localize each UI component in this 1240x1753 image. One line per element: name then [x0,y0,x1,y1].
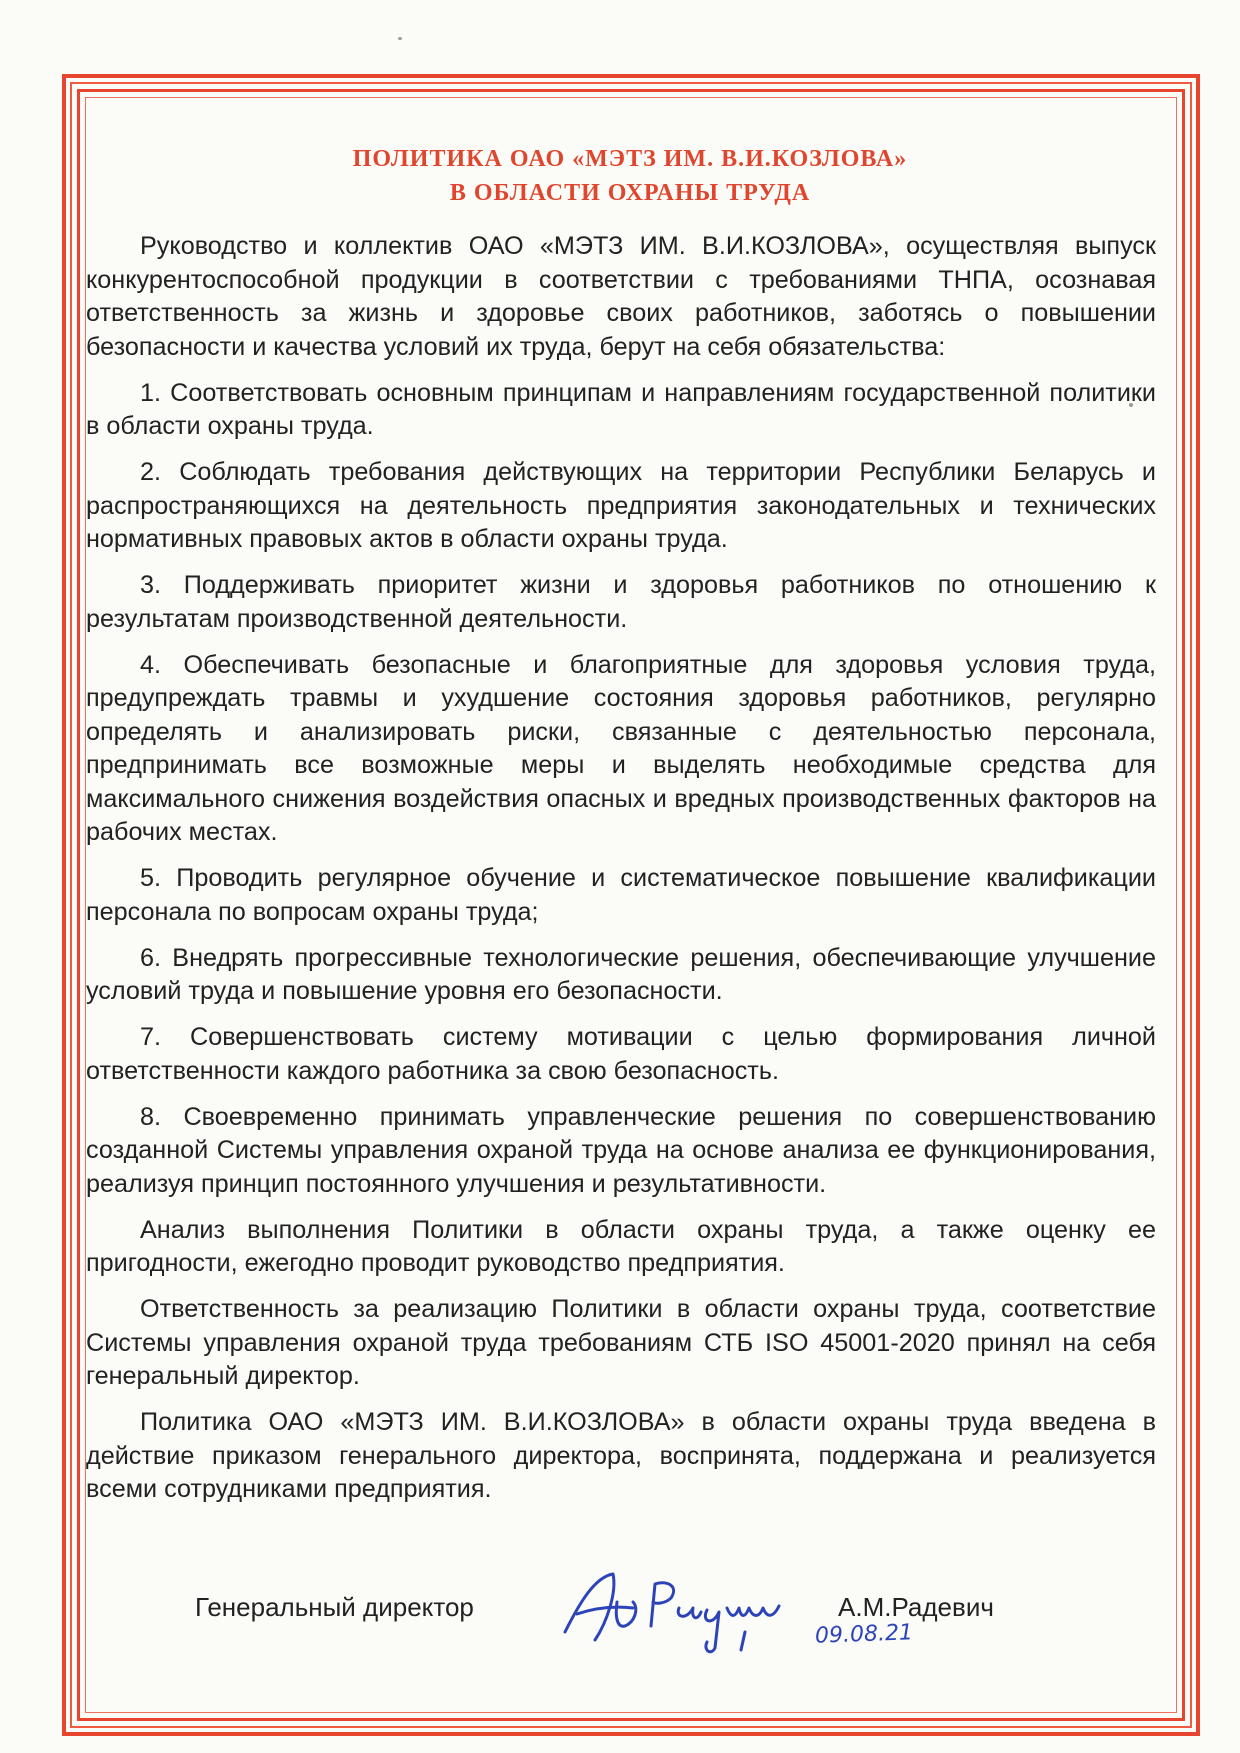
handwritten-signature [555,1562,825,1662]
commitment-item-7: 7. Совершенствовать систему мотивации с целью формирования личной ответственности каждого работника за свою безопасность. [86,1023,1156,1085]
commitment-item-4: 4. Обеспечивать безопасные и благоприятные для здоровья условия труда, предупреждать травмы и ухудшение состояния здоровья работников, регулярно определять и анализировать риски, связанные с деятельностью персонала, предпринимать все возможные меры и выделять необходимые средства для максимального снижения воздействия опасных и вредных производственных факторов на рабочих местах. [86,650,1156,846]
responsibility-paragraph: Ответственность за реализацию Политики в области охраны труда, соответствие Системы управления охраной труда требованиям СТБ ISO 45001-2020 принял на себя генеральный директор. [86,1295,1156,1390]
document-title-line-2: В ОБЛАСТИ ОХРАНЫ ТРУДА [449,180,811,206]
commitment-item-2: 2. Соблюдать требования действующих на территории Республики Беларусь и распространяющихся на деятельность предприятия законодательных и технических нормативных правовых актов в области охраны труда. [86,458,1156,553]
intro-paragraph: Руководство и коллектив ОАО «МЭТЗ ИМ. В.И.КОЗЛОВА», осуществляя выпуск конкурентоспособной продукции в соответствии с требованиями ТНПА, осознавая ответственность за жизнь и здоровье своих работников, заботясь о повышении безопасности и качества условий их труда, берут на себя обязательства: [86,232,1156,361]
signature-block [0,1580,1240,1690]
document-body [86,230,1156,1519]
enactment-paragraph: Политика ОАО «МЭТЗ ИМ. В.И.КОЗЛОВА» в области охраны труда введена в действие приказом генерального директора, воспринята, поддержана и реализуется всеми сотрудниками предприятия. [86,1408,1156,1503]
commitment-item-1: 1. Соответствовать основным принципам и направлениям государственной политики в области охраны труда. [86,378,1156,440]
commitment-item-5: 5. Проводить регулярное обучение и систематическое повышение квалификации персонала по вопросам охраны труда; [86,864,1156,926]
commitment-item-3: 3. Поддерживать приоритет жизни и здоровья работников по отношению к результатам производственной деятельности. [86,571,1156,633]
scan-speck [398,37,402,40]
commitment-item-6: 6. Внедрять прогрессивные технологические решения, обеспечивающие улучшение условий труда и повышение уровня его безопасности. [86,943,1156,1005]
analysis-paragraph: Анализ выполнения Политики в области охраны труда, а также оценку ее пригодности, ежегодно проводит руководство предприятия. [86,1215,1156,1277]
commitment-item-8: 8. Своевременно принимать управленческие решения по совершенствованию созданной Системы управления охраной труда на основе анализа ее функционирования, реализуя принцип постоянного улучшения и результативности. [86,1102,1156,1198]
signatory-position: Генеральный директор [195,1592,474,1622]
document-title-line-1: ПОЛИТИКА ОАО «МЭТЗ ИМ. В.И.КОЗЛОВА» [352,146,908,172]
signature-date: 09.08.21 [814,1620,914,1649]
signatory-name: А.М.Радевич [838,1592,994,1622]
